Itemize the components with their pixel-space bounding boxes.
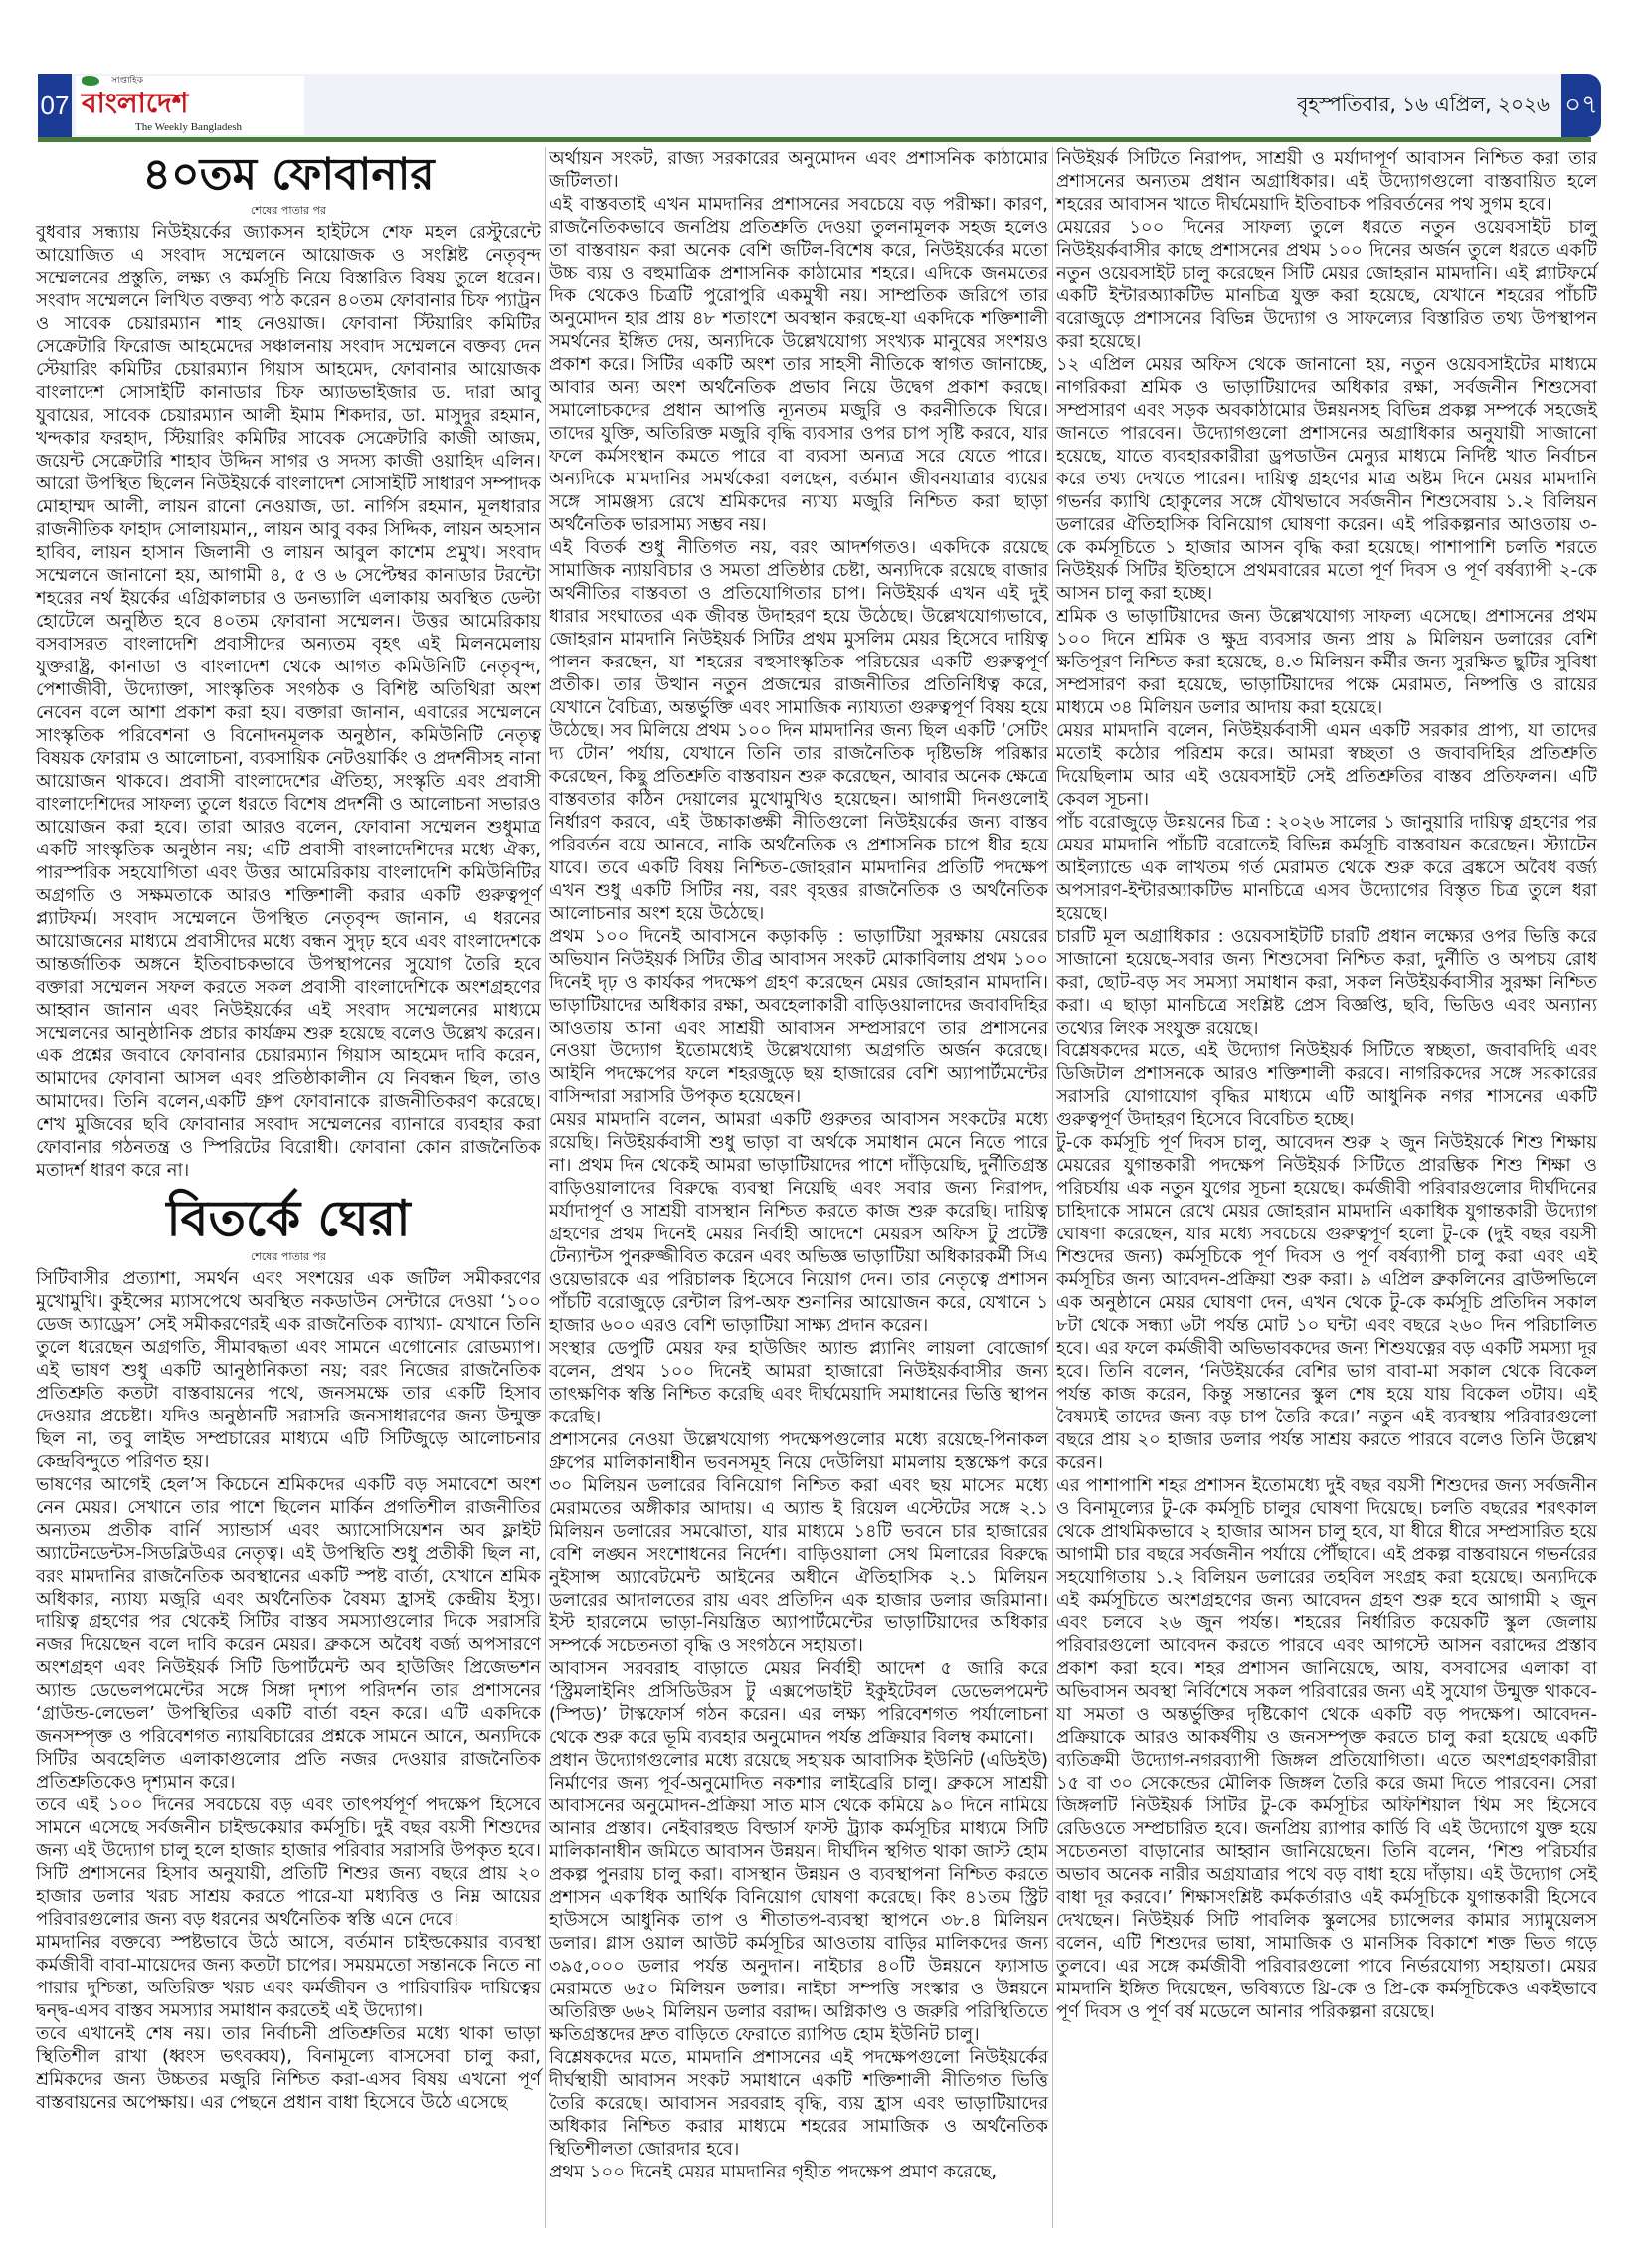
article-paragraph: নিউইয়র্ক সিটিতে নিরাপদ, সাশ্রয়ী ও মর্যাদাপূর্ণ আবাসন নিশ্চিত করা তার প্রশাসনের অন্যতম প্রধান অগ্রাধিকার। এই উদ্যোগগুলো বাস্তবায়িত হলে শহরের আবাসন খাতে দীর্ঘমেয়াদি ইতিবাচক পরিবর্তনের পথ সুগম হবে। [1056,148,1597,215]
article-paragraph: মামদানির বক্তব্যে স্পষ্টভাবে উঠে আসে, বর্তমান চাইল্ডকেয়ার ব্যবস্থা কর্মজীবী বাবা-মায়েদের জন্য কতটা চাপের। সময়মতো সন্তানকে নিতে না পারার দুশ্চিন্তা, অতিরিক্ত খরচ এবং কর্মজীবন ও পারিবারিক দায়িত্বের দ্বন্দ্ব-এসব বাস্তব সমস্যার সমাধান করতেই এই উদ্যোগ। [36,1932,541,2021]
article-paragraph: বুধবার সন্ধ্যায় নিউইয়র্কের জ্যাকসন হাইটসে শেফ মহল রেস্টুরেন্টে আয়োজিত এ সংবাদ সম্মেলনে আয়োজক ও সংশ্লিষ্ট নেতৃবৃন্দ সম্মেলনের প্রস্তুতি, লক্ষ্য ও কর্মসূচি নিয়ে বিস্তারিত বিষয় তুলে ধরেন। সংবাদ সম্মেলনে লিখিত বক্তব্য পাঠ করেন ৪০তম ফোবানার চিফ প্যাট্রন ও সাবেক চেয়ারম্যান শাহ নেওয়াজ। ফোবানা স্টিয়ারিং কমিটির সেক্রেটারি ফিরোজ আহমেদের সঞ্চালনায় সংবাদ সম্মেলনে বক্তব্য দেন স্টেয়ারিং কমিটির চেয়ারম্যান গিয়াস আহমেদ, ফোবানার আয়োজক বাংলাদেশ সোসাইটি কানাডার চিফ অ্যাডভাইজার ড. দারা আবু যুবায়ের, সাবেক চেয়ারম্যান আলী ইমাম শিকদার, ডা. মাসুদুর রহমান, খন্দকার ফরহাদ, স্টিয়ারিং কমিটির সাবেক সেক্রেটারি কাজী আজম, জয়েন্ট সেক্রেটারি শাহাব উদ্দিন সাগর ও সদস্য কাজী ওয়াহিদ এলিন। আরো উপস্থিত ছিলেন নিউইয়র্কে বাংলাদেশ সোসাইটি সাধারণ সম্পাদক মোহাম্মদ আলী, লায়ন রানো নেওয়াজ, ডা. নার্গিস রহমান, মূলধারার রাজনীতিক ফাহাদ সোলায়মান,, লায়ন আবু বকর সিদ্দিক, লায়ন অহসান হাবিব, লায়ন হাসান জিলানী ও লায়ন আবুল কাশেম প্রমুখ। সংবাদ সম্মেলনে জানানো হয়, আগামী ৪, ৫ ও ৬ সেপ্টেম্বর কানাডার টরন্টো শহরের নর্থ ইয়র্কের এগ্রিকালচার ও ডনভ্যালি এলাকায় অবস্থিত ডেল্টা হোটেলে অনুষ্ঠিত হবে ৪০তম ফোবানা সম্মেলন। উত্তর আমেরিকায় বসবাসরত বাংলাদেশি প্রবাসীদের অন্যতম বৃহৎ এই মিলনমেলায় যুক্তরাষ্ট্র, কানাডা ও বাংলাদেশ থেকে আগত কমিউনিটি নেতৃবৃন্দ, পেশাজীবী, উদ্যোক্তা, সাংস্কৃতিক সংগঠক ও বিশিষ্ট অতিথিরা অংশ নেবেন বলে আশা প্রকাশ করা হয়। বক্তারা জানান, এবারের সম্মেলনে সাংস্কৃতিক পরিবেশনা ও বিনোদনমূলক অনুষ্ঠান, কমিউনিটি নেতৃত্ব বিষয়ক ফোরাম ও আলোচনা, ব্যবসায়িক নেটওয়ার্কিং ও প্রদর্শনীসহ নানা আয়োজন থাকবে। প্রবাসী বাংলাদেশের ঐতিহ্য, সংস্কৃতি এবং প্রবাসী বাংলাদেশিদের সাফল্য তুলে ধরতে বিশেষ প্রদর্শনী ও আলোচনা সভারও আয়োজন করা হবে। তারা আরও বলেন, ফোবানা সম্মেলন শুধুমাত্র একটি সাংস্কৃতিক অনুষ্ঠান নয়; এটি প্রবাসী বাংলাদেশিদের মধ্যে ঐক্য, পারস্পরিক সহযোগিতা এবং উত্তর আমেরিকায় বাংলাদেশি কমিউনিটির অগ্রগতি ও সক্ষমতাকে আরও শক্তিশালী করার একটি গুরুত্বপূর্ণ প্ল্যাটফর্ম। সংবাদ সম্মেলনে উপস্থিত নেতৃবৃন্দ জানান, এ ধরনের আয়োজনের মাধ্যমে প্রবাসীদের মধ্যে বন্ধন সুদৃঢ় হবে এবং বাংলাদেশকে আন্তর্জাতিক অঙ্গনে ইতিবাচকভাবে উপস্থাপনের সুযোগ তৈরি হবে বক্তারা সম্মেলন সফল করতে সকল প্রবাসী বাংলাদেশিকে অংশগ্রহণের আহ্বান জানান এবং নিউইয়র্কের এই সংবাদ সম্মেলনের মাধ্যমে সম্মেলনের আনুষ্ঠানিক প্রচার কার্যক্রম শুরু হয়েছে বলেও উল্লেখ করেন।এক প্রশ্নের জবাবে ফোবানার চেয়ারম্যান গিয়াস আহমেদ দাবি করেন, আমাদের ফোবানা আসল এবং প্রতিষ্ঠাকালীন যে নিবন্ধন ছিল, তাও আমাদের। তিনি বলেন,একটি গ্রুপ ফোবানাকে রাজনীতিকরণ করেছে। শেখ মুজিবের ছবি ফোবানার সংবাদ সম্মেলনের ব্যানারে ব্যবহার করা ফোবানার গঠনতন্ত্র ও স্পিরিটের বিরোধী। ফোবানা কোন রাজনৈতিক মতাদর্শ ধারণ করে না। [36,222,541,1181]
article-paragraph: তবে এই ১০০ দিনের সবচেয়ে বড় এবং তাৎপর্যপূর্ণ পদক্ষেপ হিসেবে সামনে এসেছে সর্বজনীন চাইল্ডকেয়ার কর্মসূচি। দুই বছর বয়সী শিশুদের জন্য এই উদ্যোগ চালু হলে হাজার হাজার পরিবার সরাসরি উপকৃত হবে। সিটি প্রশাসনের হিসাব অনুযায়ী, প্রতিটি শিশুর জন্য বছরে প্রায় ২০ হাজার ডলার খরচ সাশ্রয় করতে পারে-যা মধ্যবিত্ত ও নিম্ন আয়ের পরিবারগুলোর জন্য বড় ধরনের অর্থনৈতিক স্বস্তি এনে দেবে। [36,1795,541,1930]
column-divider [1052,147,1053,2228]
article-paragraph: পাঁচ বরোজুড়ে উন্নয়নের চিত্র : ২০২৬ সালের ১ জানুয়ারি দায়িত্ব গ্রহণের পর মেয়র মামদানি পাঁচটি বরোতেই বিভিন্ন কর্মসূচি বাস্তবায়ন করেছেন। স্ট্যাটেন আইল্যান্ডে এক লাখতম গর্ত মেরামত থেকে শুরু করে ব্রঙ্কসে অবৈধ বর্জ্য অপসারণ-ইন্টারঅ্যাকটিভ মানচিত্রে এসব উদ্যোগের বিস্তৃত চিত্র তুলে ধরা হয়েছে। [1056,812,1597,924]
column-2 [549,147,1048,2183]
article-paragraph: ১২ এপ্রিল মেয়র অফিস থেকে জানানো হয়, নতুন ওয়েবসাইটের মাধ্যমে নাগরিকরা শ্রমিক ও ভাড়াটিয়াদের অধিকার রক্ষা, সর্বজনীন শিশুসেবা সম্প্রসারণ এবং সড়ক অবকাঠামোর উন্নয়নসহ বিভিন্ন প্রকল্প সম্পর্কে সহজেই জানতে পারবেন। উদ্যোগগুলো প্রশাসনের অগ্রাধিকার অনুযায়ী সাজানো হয়েছে, যাতে ব্যবহারকারীরা ড্রপডাউন মেন্যুর মাধ্যমে নির্দিষ্ট খাত নির্বাচন করে তথ্য দেখতে পারেন। দায়িত্ব গ্রহণের মাত্র অষ্টম দিনে মেয়র মামদানি গভর্নর ক্যাথি হোকুলের সঙ্গে যৌথভাবে সর্বজনীন শিশুসেবায় ১.২ বিলিয়ন ডলারের ঐতিহাসিক বিনিয়োগ ঘোষণা করেন। এই পরিকল্পনার আওতায় ৩-কে কর্মসূচিতে ১ হাজার আসন বৃদ্ধি করা হয়েছে। পাশাপাশি চলতি শরতে নিউইয়র্ক সিটির ইতিহাসে প্রথমবারের মতো পূর্ণ দিবস ও পূর্ণ বর্ষব্যাপী ২-কে আসন চালু করা হচ্ছে। [1056,354,1597,604]
page-number-left: 07 [38,74,72,137]
article-paragraph: চারটি মূল অগ্রাধিকার : ওয়েবসাইটটি চারটি প্রধান লক্ষ্যের ওপর ভিত্তি করে সাজানো হয়েছে-সবার জন্য শিশুসেবা নিশ্চিত করা, দুর্নীতি ও অপচয় রোধ করা, ছোট-বড় সব সমস্যা সমাধান করা, সকল নিউইয়র্কবাসীর সুরক্ষা নিশ্চিত করা। এ ছাড়া মানচিত্রে সংশ্লিষ্ট প্রেস বিজ্ঞপ্তি, ছবি, ভিডিও এবং অন্যান্য তথ্যের লিংক সংযুক্ত রয়েছে। [1056,926,1597,1039]
column-1 [36,147,541,2114]
continued-label: শেষের পাতার পর [250,204,327,217]
article-paragraph: সংস্থার ডেপুটি মেয়র ফর হাউজিং অ্যান্ড প্ল্যানিং লায়লা বোজোর্গ বলেন, প্রথম ১০০ দিনেই আমরা হাজারো নিউইয়র্কবাসীর জন্য তাৎক্ষণিক স্বস্তি নিশ্চিত করেছি এবং দীর্ঘমেয়াদি সমাধানের ভিত্তি স্থাপন করেছি। [549,1338,1048,1427]
article-paragraph: প্রথম ১০০ দিনেই মেয়র মামদানির গৃহীত পদক্ষেপ প্রমাণ করেছে, [549,2162,998,2182]
column-3 [1056,147,1597,2023]
article-paragraph: প্রথম ১০০ দিনেই আবাসনে কড়াকড়ি : ভাড়াটিয়া সুরক্ষায় মেয়রের অভিযান নিউইয়র্ক সিটির তীব্র আবাসন সংকট মোকাবিলায় প্রথম ১০০ দিনেই দৃঢ় ও কার্যকর পদক্ষেপ গ্রহণ করেছেন মেয়র জোহরান মামদানি। ভাড়াটিয়াদের অধিকার রক্ষা, অবহেলাকারী বাড়িওয়ালাদের জবাবদিহির আওতায় আনা এবং সাশ্রয়ী আবাসন সম্প্রসারণে তার প্রশাসনের নেওয়া উদ্যোগ ইতোমধ্যেই উল্লেখযোগ্য অগ্রগতি অর্জন করেছে। আইনি পদক্ষেপের ফলে শহরজুড়ে ছয় হাজারের বেশি অ্যাপার্টমেন্টের বাসিন্দারা সরাসরি উপকৃত হয়েছেন। [549,926,1048,1107]
article-paragraph: বিশ্লেষকদের মতে, মামদানি প্রশাসনের এই পদক্ষেপগুলো নিউইয়র্কের দীর্ঘস্থায়ী আবাসন সংকট সমাধানে একটি শক্তিশালী নীতিগত ভিত্তি তৈরি করেছে। আবাসন সরবরাহ বৃদ্ধি, ব্যয় হ্রাস এবং ভাড়াটিয়াদের অধিকার নিশ্চিত করার মাধ্যমে শহরের সামাজিক ও অর্থনৈতিক স্থিতিশীলতা জোরদার হবে। [549,2047,1048,2160]
article-paragraph: বিশ্লেষকদের মতে, এই উদ্যোগ নিউইয়র্ক সিটিতে স্বচ্ছতা, জবাবদিহি এবং ডিজিটাল প্রশাসনকে আরও শক্তিশালী করবে। নাগরিকদের সঙ্গে সরকারের সরাসরি যোগাযোগ বৃদ্ধির মাধ্যমে এটি আধুনিক নগর শাসনের একটি গুরুত্বপূর্ণ উদাহরণ হিসেবে বিবেচিত হচ্ছে। [1056,1040,1597,1130]
issue-date: বৃহস্পতিবার, ১৬ এপ্রিল, ২০২৬ [1297,93,1550,116]
logo-title: বাংলাদেশ [82,87,189,119]
article-paragraph: মেয়র মামদানি বলেন, নিউইয়র্কবাসী এমন একটি সরকার প্রাপ্য, যা তাদের মতোই কঠোর পরিশ্রম করে। আমরা স্বচ্ছতা ও জবাবদিহির প্রতিশ্রুতি দিয়েছিলাম আর এই ওয়েবসাইট সেই প্রতিশ্রুতির বাস্তব প্রতিফলন। এটি কেবল সূচনা। [1056,720,1597,810]
article-paragraph: ভাষণের আগেই হেল’স কিচেনে শ্রমিকদের একটি বড় সমাবেশে অংশ নেন মেয়র। সেখানে তার পাশে ছিলেন মার্কিন প্রগতিশীল রাজনীতির অন্যতম প্রতীক বার্নি স্যান্ডার্স এবং অ্যাসোসিয়েশন অব ফ্লাইট অ্যাটেনডেন্টস-সিডব্লিউএর নেতৃত্ব। এই উপস্থিতি শুধু প্রতীকী ছিল না, বরং মামদানির রাজনৈতিক অবস্থানের একটি স্পষ্ট বার্তা, যেখানে শ্রমিক অধিকার, ন্যায্য মজুরি এবং অর্থনৈতিক বৈষম্য হ্রাসই কেন্দ্রীয় ইস্যু। দায়িত্ব গ্রহণের পর থেকেই সিটির বাস্তব সমস্যাগুলোর দিকে সরাসরি নজর দিয়েছেন বলে দাবি করেন মেয়র। ব্রুকসে অবৈধ বর্জ্য অপসারণে অংশগ্রহণ এবং নিউইয়র্ক সিটি ডিপার্টমেন্ট অব হাউজিং প্রিজেভশন অ্যান্ড ডেভেলপমেন্টের সঙ্গে সিঙ্গা দৃশ্যপ পরিদর্শন তার প্রশাসনের ‘গ্রাউন্ড-লেভেল’ উপস্থিতির একটি বার্তা বহন করে। এটি একদিকে জনসম্পৃক্ত ও পরিবেশগত ন্যায়বিচারের প্রশ্নকে সামনে আনে, অন্যদিকে সিটির অবহেলিত এলাকাগুলোর প্রতি নজর দেওয়ার রাজনৈতিক প্রতিশ্রুতিকেও দৃশ্যমান করে। [36,1474,541,1793]
continued-label: শেষের পাতার পর [250,1250,327,1263]
article-paragraph: মেয়রের ১০০ দিনের সাফল্য তুলে ধরতে নতুন ওয়েবসাইট চালু নিউইয়র্কবাসীর কাছে প্রশাসনের প্রথম ১০০ দিনের অর্জন তুলে ধরতে একটি নতুন ওয়েবসাইট চালু করেছেন সিটি মেয়র জোহরান মামদানি। এই প্ল্যাটফর্মে একটি ইন্টারঅ্যাকটিভ মানচিত্র যুক্ত করা হয়েছে, যেখানে শহরের পাঁচটি বরোজুড়ে প্রশাসনের বিভিন্ন উদ্যোগ ও সাফল্যের বিস্তারিত তথ্য উপস্থাপন করা হয়েছে। [1056,217,1597,352]
article-paragraph: প্রধান উদ্যোগগুলোর মধ্যে রয়েছে সহায়ক আবাসিক ইউনিট (এডিইউ) নির্মাণের জন্য পূর্ব-অনুমোদিত নকশার লাইব্রেরি চালু। ব্রুকসে সাশ্রয়ী আবাসনের অনুমোদন-প্রক্রিয়া সাত মাস থেকে কমিয়ে ৯০ দিনে নামিয়ে আনার প্রস্তাব। নেইবারহুড বিল্ডার্স ফাস্ট ট্র্যাক কর্মসূচির মাধ্যমে সিটি মালিকানাধীন জমিতে আবাসন উন্নয়ন। দীর্ঘদিন স্থগিত থাকা জাস্ট হোম প্রকল্প পুনরায় চালু করা। বাসস্থান উন্নয়ন ও ব্যবস্থাপনা নিশ্চিত করতে প্রশাসন একাধিক আর্থিক বিনিয়োগ ঘোষণা করেছে। কিং ৪১তম স্ট্রিট হাউসসে আধুনিক তাপ ও শীতাতপ-ব্যবস্থা স্থাপনে ৩৮.৪ মিলিয়ন ডলার। গ্লাস ওয়াল আউট কর্মসূচির আওতায় বাড়ির মালিকদের জন্য ৩৯৫,০০০ ডলার পর্যন্ত অনুদান। নাইচার ৪০টি উন্নয়নে ফ্যাসাড মেরামতে ৬৫০ মিলিয়ন ডলার। নাইচা সম্পত্তি সংস্কার ও উন্নয়নে অতিরিক্ত ৬৬২ মিলিয়ন ডলার বরাদ্দ। অগ্নিকাণ্ড ও জরুরি পরিস্থিতিতে ক্ষতিগ্রস্তদের দ্রুত বাড়িতে ফেরাতে র‍্যাপিড হোম ইউনিট চালু। [549,1750,1048,2045]
article-headline: ৪০তম ফোবানার [142,149,435,200]
article-headline: বিতর্কে ঘেরা [166,1190,411,1247]
article-paragraph: প্রশাসনের নেওয়া উল্লেখযোগ্য পদক্ষেপগুলোর মধ্যে রয়েছে-পিনাকল গ্রুপের মালিকানাধীন ভবনসমূহ নিয়ে দেউলিয়া মামলায় হস্তক্ষেপ করে ৩০ মিলিয়ন ডলারের বিনিয়োগ নিশ্চিত করা এবং ছয় মাসের মধ্যে মেরামতের অঙ্গীকার আদায়। এ অ্যান্ড ই রিয়েল এস্টেটের সঙ্গে ২.১ মিলিয়ন ডলারের সমঝোতা, যার মাধ্যমে ১৪টি ভবনে চার হাজারের বেশি লঙ্ঘন সংশোধনের নির্দেশ। বাড়িওয়ালা সেথ মিলারের বিরুদ্ধে নুইসান্স অ্যাবেটমেন্ট আইনের অধীনে ঐতিহাসিক ২.১ মিলিয়ন ডলারের আদালতের রায় এবং প্রতিদিন এক হাজার ডলার জরিমানা। ইস্ট হারলেমে ভাড়া-নিয়ন্ত্রিত অ্যাপার্টমেন্টের ভাড়াটিয়াদের অধিকার সম্পর্কে সচেতনতা বৃদ্ধি ও সংগঠনে সহায়তা। [549,1429,1048,1656]
logo-subtitle: The Weekly Bangladesh [135,121,243,133]
article-paragraph: এই বাস্তবতাই এখন মামদানির প্রশাসনের সবচেয়ে বড় পরীক্ষা। কারণ, রাজনৈতিকভাবে জনপ্রিয় প্রতিশ্রুতি দেওয়া তুলনামূলক সহজ হলেও তা বাস্তবায়ন করা অনেক বেশি জটিল-বিশেষ করে, নিউইয়র্কের মতো উচ্চ ব্যয় ও বহুমাত্রিক প্রশাসনিক কাঠামোর শহরে। এদিকে জনমতের দিক থেকেও চিত্রটি পুরোপুরি একমুখী নয়। সাম্প্রতিক জরিপে তার অনুমোদন হার প্রায় ৪৮ শতাংশে অবস্থান করছে-যা একদিকে শক্তিশালী সমর্থনের ইঙ্গিত দেয়, অন্যদিকে উল্লেখযোগ্য সংখ্যক মানুষের সংশয়ও প্রকাশ করে। সিটির একটি অংশ তার সাহসী নীতিকে স্বাগত জানাচ্ছে, আবার অন্য অংশ অর্থনৈতিক প্রভাব নিয়ে উদ্বেগ প্রকাশ করছে। সমালোচকদের প্রধান আপত্তি ন্যূনতম মজুরি ও করনীতিকে ঘিরে। তাদের যুক্তি, অতিরিক্ত মজুরি বৃদ্ধি ব্যবসার ওপর চাপ সৃষ্টি করবে, যার ফলে কর্মসংস্থান কমতে পারে বা ব্যবসা অন্যত্র সরে যেতে পারে। অন্যদিকে মামদানির সমর্থকেরা বলছেন, বর্তমান জীবনযাত্রার ব্যয়ের সঙ্গে সামঞ্জস্য রেখে শ্রমিকদের ন্যায্য মজুরি নিশ্চিত করা ছাড়া অর্থনৈতিক ভারসাম্য সম্ভব নয়। [549,194,1048,535]
article-paragraph: সিটিবাসীর প্রত্যাশা, সমর্থন এবং সংশয়ের এক জটিল সমীকরণের মুখোমুখি। কুইন্সের ম্যাসপেথে অবস্থিত নকডাউন সেন্টারে দেওয়া ‘১০০ ডেজ অ্যাড্রেস’ সেই সমীকরণেরই এক রাজনৈতিক ব্যাখ্যা- যেখানে তিনি তুলে ধরেছেন অগ্রগতি, সীমাবদ্ধতা এবং সামনে এগোনোর রোডম্যাপ। এই ভাষণ শুধু একটি আনুষ্ঠানিকতা নয়; বরং নিজের রাজনৈতিক প্রতিশ্রুতি কতটা বাস্তবায়নের পথে, জনসমক্ষে তার একটি হিসাব দেওয়ার প্রচেষ্টা। যদিও অনুষ্ঠানটি সরাসরি জনসাধারণের জন্য উন্মুক্ত ছিল না, তবু লাইভ সম্প্রচারের মাধ্যমে এটি সিটিজুড়ে আলোচনার কেন্দ্রবিন্দুতে পরিণত হয়। [36,1268,541,1472]
column-divider [545,147,546,2228]
page-number-right: ০৭ [1561,74,1601,137]
article-paragraph: শ্রমিক ও ভাড়াটিয়াদের জন্য উল্লেখযোগ্য সাফল্য এসেছে। প্রশাসনের প্রথম ১০০ দিনে শ্রমিক ও ক্ষুদ্র ব্যবসার জন্য প্রায় ৯ মিলিয়ন ডলারের বেশি ক্ষতিপূরণ নিশ্চিত করা হয়েছে, ৪.৩ মিলিয়ন কর্মীর জন্য সুরক্ষিত ছুটির সুবিধা সম্প্রসারণ করা হয়েছে, ভাড়াটিয়াদের পক্ষে মেরামত, নিষ্পত্তি ও রায়ের মাধ্যমে ৩৪ মিলিয়ন ডলার আদায় করা হয়েছে। [1056,606,1597,718]
article-paragraph: টু-কে কর্মসূচি পূর্ণ দিবস চালু, আবেদন শুরু ২ জুন নিউইয়র্কে শিশু শিক্ষায় মেয়রের যুগান্তকারী পদক্ষেপ নিউইয়র্ক সিটিতে প্রারম্ভিক শিশু শিক্ষা ও পরিচর্যায় এক নতুন যুগের সূচনা হয়েছে। কর্মজীবী পরিবারগুলোর দীর্ঘদিনের চাহিদাকে সামনে রেখে মেয়র জোহরান মামদানি একাধিক যুগান্তকারী উদ্যোগ ঘোষণা করেছেন, যার মধ্যে সবচেয়ে গুরুত্বপূর্ণ হলো টু-কে (দুই বছর বয়সী শিশুদের জন্য) কর্মসূচিকে পূর্ণ দিবস ও পূর্ণ বর্ষব্যাপী চালু করা এবং এই কর্মসূচির জন্য আবেদন-প্রক্রিয়া শুরু করা। ৯ এপ্রিল ব্রুকলিনের ব্রাউন্সভিলে এক অনুষ্ঠানে মেয়র ঘোষণা দেন, এখন থেকে টু-কে কর্মসূচি প্রতিদিন সকাল ৮টা থেকে সন্ধ্যা ৬টা পর্যন্ত মোট ১০ ঘন্টা এবং বছরে ২৬০ দিন পরিচালিত হবে। এর ফলে কর্মজীবী অভিভাবকদের জন্য শিশুযত্নের বড় একটি সমস্যা দূর হবে। তিনি বলেন, ‘নিউইয়র্কের বেশির ভাগ বাবা-মা সকাল থেকে বিকেল পর্যন্ত কাজ করেন, কিন্তু সন্তানের স্কুল শেষ হয়ে যায় বিকেল ৩টায়। এই বৈষম্যই তাদের জন্য বড় চাপ তৈরি করে।’ নতুন এই ব্যবস্থায় পরিবারগুলো বছরে প্রায় ২০ হাজার ডলার পর্যন্ত সাশ্রয় করতে পারবে বলেও তিনি উল্লেখ করেন। [1056,1132,1597,1473]
logo-tagline: সাপ্তাহিক [111,76,144,86]
article-paragraph: তবে এখানেই শেষ নয়। তার নির্বাচনী প্রতিশ্রুতির মধ্যে থাকা ভাড়া স্থিতিশীল রাখা (ধ্বংস ভৎবব্বয), বিনামূল্যে বাসসেবা চালু করা, শ্রমিকদের জন্য উচ্চতর মজুরি নিশ্চিত করা-এসব বিষয় এখনো পূর্ণ বাস্তবায়নের অপেক্ষায়। এর পেছনে প্রধান বাধা হিসেবে উঠে এসেছে [36,2023,541,2113]
newspaper-logo [76,76,304,135]
article-paragraph: এই বিতর্ক শুধু নীতিগত নয়, বরং আদর্শগতও। একদিকে রয়েছে সামাজিক ন্যায়বিচার ও সমতা প্রতিষ্ঠার চেষ্টা, অন্যদিকে রয়েছে বাজার অর্থনীতির বাস্তবতা ও প্রতিযোগিতার চাপ। নিউইয়র্ক এখন এই দুই ধারার সংঘাতের এক জীবন্ত উদাহরণ হয়ে উঠেছে। উল্লেখযোগ্যভাবে, জোহরান মামদানি নিউইয়র্ক সিটির প্রথম মুসলিম মেয়র হিসেবে দায়িত্ব পালন করছেন, যা শহরের বহুসাংস্কৃতিক পরিচয়ের একটি গুরুত্বপূর্ণ প্রতীক। তার উত্থান নতুন প্রজন্মের রাজনীতির প্রতিনিধিত্ব করে, যেখানে বৈচিত্র্য, অন্তর্ভুক্তি এবং সামাজিক ন্যায্যতা গুরুত্বপূর্ণ বিষয় হয়ে উঠেছে। সব মিলিয়ে প্রথম ১০০ দিন মামদানির জন্য ছিল একটি ‘সেটিং দ্য টোন’ পর্যায়, যেখানে তিনি তার রাজনৈতিক দৃষ্টিভঙ্গি পরিষ্কার করেছেন, কিছু প্রতিশ্রুতি বাস্তবায়ন শুরু করেছেন, আবার অনেক ক্ষেত্রে বাস্তবতার কঠিন দেয়ালের মুখোমুখিও হয়েছেন। আগামী দিনগুলোই নির্ধারণ করবে, এই উচ্চাকাঙ্ক্ষী নীতিগুলো নিউইয়র্কের জন্য বাস্তব পরিবর্তন বয়ে আনবে, নাকি অর্থনৈতিক ও প্রশাসনিক চাপে ধীর হয়ে যাবে। তবে একটি বিষয় নিশ্চিত-জোহরান মামদানির প্রতিটি পদক্ষেপ এখন শুধু একটি সিটির নয়, বরং বৃহত্তর রাজনৈতিক ও অর্থনৈতিক আলোচনার অংশ হয়ে উঠেছে। [549,537,1048,924]
article-paragraph: মেয়র মামদানি বলেন, আমরা একটি গুরুতর আবাসন সংকটের মধ্যে রয়েছি। নিউইয়র্কবাসী শুধু ভাড়া বা অর্থকে সমাধান মেনে নিতে পারে না। প্রথম দিন থেকেই আমরা ভাড়াটিয়াদের পাশে দাঁড়িয়েছি, দুর্নীতিগ্রস্ত বাড়িওয়ালাদের বিরুদ্ধে ব্যবস্থা নিয়েছি এবং সবার জন্য নিরাপদ, মর্যাদাপূর্ণ ও সাশ্রয়ী বাসস্থান নিশ্চিত করতে কাজ শুরু করেছি। দায়িত্ব গ্রহণের প্রথম দিনেই মেয়র নির্বাহী আদেশে মেয়রস অফিস টু প্রটেক্ট টেন্যান্টস পুনরুজ্জীবিত করেন এবং অভিজ্ঞ ভাড়াটিয়া অধিকারকর্মী সিএ ওয়েভারকে এর পরিচালক হিসেবে নিয়োগ দেন। তার নেতৃত্বে প্রশাসন পাঁচটি বরোজুড়ে রেন্টাল রিপ-অফ শুনানির আয়োজন করে, যেখানে ১ হাজার ৬০০ এরও বেশি ভাড়াটিয়া সাক্ষ্য প্রদান করেন। [549,1109,1048,1336]
article-paragraph: এর পাশাপাশি শহর প্রশাসন ইতোমধ্যে দুই বছর বয়সী শিশুদের জন্য সর্বজনীন ও বিনামূল্যের টু-কে কর্মসূচি চালুর ঘোষণা দিয়েছে। চলতি বছরের শরৎকাল থেকে প্রাথমিকভাবে ২ হাজার আসন চালু হবে, যা ধীরে ধীরে সম্প্রসারিত হয়ে আগামী চার বছরে সর্বজনীন পর্যায়ে পৌঁছাবে। এই প্রকল্প বাস্তবায়নে গভর্নরের সহযোগিতায় ১.২ বিলিয়ন ডলারের তহবিল সংগ্রহ করা হয়েছে। অন্যদিকে এই কর্মসূচিতে অংশগ্রহণের জন্য আবেদন গ্রহণ শুরু হবে আগামী ২ জুন এবং চলবে ২৬ জুন পর্যন্ত। শহরের নির্ধারিত কয়েকটি স্কুল জেলায় পরিবারগুলো আবেদন করতে পারবে এবং আগস্টে আসন বরাদ্দের প্রস্তাব প্রকাশ করা হবে। শহর প্রশাসন জানিয়েছে, আয়, বসবাসের এলাকা বা অভিবাসন অবস্থা নির্বিশেষে সকল পরিবারের জন্য এই সুযোগ উন্মুক্ত থাকবে- যা সমতা ও অন্তর্ভুক্তির দৃষ্টিকোণ থেকে একটি বড় পদক্ষেপ। আবেদন-প্রক্রিয়াকে আরও আকর্ষণীয় ও জনসম্পৃক্ত করতে চালু করা হয়েছে একটি ব্যতিক্রমী উদ্যোগ-নগরব্যাপী জিঙ্গল প্রতিযোগিতা। এতে অংশগ্রহণকারীরা ১৫ বা ৩০ সেকেন্ডের মৌলিক জিঙ্গল তৈরি করে জমা দিতে পারবেন। সেরা জিঙ্গলটি নিউইয়র্ক সিটির টু-কে কর্মসূচির অফিশিয়াল থিম সং হিসেবে রেডিওতে সম্প্রচারিত হবে। জনপ্রিয় র‍্যাপার কার্ডি বি এই উদ্যোগে যুক্ত হয়ে সচেতনতা বাড়ানোর আহ্বান জানিয়েছেন। তিনি বলেন, ‘শিশু পরিচর্যার অভাব অনেক নারীর অগ্রযাত্রার পথে বড় বাধা হয়ে দাঁড়ায়। এই উদ্যোগ সেই বাধা দূর করবে।’ শিক্ষাসংশ্লিষ্ট কর্মকর্তারাও এই কর্মসূচিকে যুগান্তকারী হিসেবে দেখছেন। নিউইয়র্ক সিটি পাবলিক স্কুলসের চ্যান্সেলর কামার স্যামুয়েলস বলেন, এটি শিশুদের ভাষা, সামাজিক ও মানসিক বিকাশে শক্ত ভিত গড়ে তুলবে। এর সঙ্গে কর্মজীবী পরিবারগুলো পাবে নির্ভরযোগ্য সহায়তা। মেয়র মামদানি ইঙ্গিত দিয়েছেন, ভবিষ্যতে থ্রি-কে ও প্রি-কে কর্মসূচিকেও একইভাবে পূর্ণ দিবস ও পূর্ণ বর্ষ মডেলে আনার পরিকল্পনা রয়েছে। [1056,1475,1597,2022]
article-paragraph: আবাসন সরবরাহ বাড়াতে মেয়র নির্বাহী আদেশ ৫ জারি করে ‘স্ট্রিমলাইনিং প্রসিডিউরস টু এক্সপেডাইট ইকুইটেবল ডেভেলপমেন্ট (স্পিড)’ টাস্কফোর্স গঠন করেন। এর লক্ষ্য পরিবেশগত পর্যালোচনা থেকে শুরু করে ভূমি ব্যবহার অনুমোদন পর্যন্ত প্রক্রিয়ার বিলম্ব কমানো। [549,1658,1048,1748]
article-paragraph: অর্থায়ন সংকট, রাজ্য সরকারের অনুমোদন এবং প্রশাসনিক কাঠামোর জটিলতা। [549,148,1048,192]
masthead [38,74,1598,142]
bangladesh-map-icon [82,76,99,86]
